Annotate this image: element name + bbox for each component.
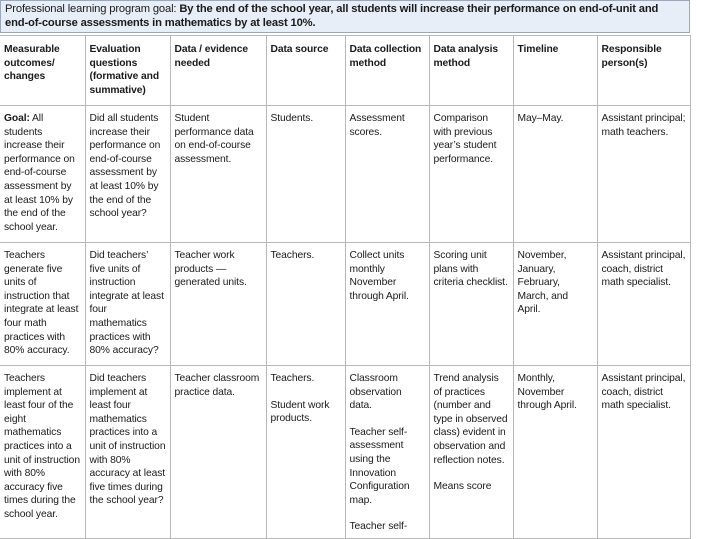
table-row bbox=[0, 106, 690, 243]
analysis-item: Means score bbox=[433, 481, 492, 493]
cell-outcome bbox=[0, 106, 85, 243]
goal-prefix: Goal: bbox=[4, 113, 30, 124]
cell-source: Students. bbox=[266, 106, 345, 243]
collection-item: Teacher self- bbox=[349, 521, 408, 533]
cell-analysis: Comparison with previous year’s student performance. bbox=[429, 106, 513, 243]
cell-analysis bbox=[429, 366, 513, 539]
cell-responsible: Assistant principal; math teachers. bbox=[597, 106, 690, 243]
cell-collection: Collect units monthly November through April. bbox=[345, 243, 429, 366]
table-row bbox=[0, 366, 690, 539]
header-outcomes: Measurable outcomes/ changes bbox=[0, 36, 85, 106]
evaluation-plan-table bbox=[0, 35, 691, 539]
cell-evidence: Teacher classroom practice data. bbox=[170, 366, 266, 539]
cell-timeline: November, January, February, March, and April. bbox=[513, 243, 597, 366]
source-item: Teachers. bbox=[270, 373, 315, 384]
source-item: Student work products. bbox=[270, 399, 330, 425]
cell-analysis: Scoring unit plans with criteria checklist. bbox=[429, 243, 513, 366]
cell-responsible: Assistant principal, coach, district math specialist. bbox=[597, 366, 690, 539]
header-responsible: Responsible person(s) bbox=[597, 36, 690, 106]
header-timeline: Timeline bbox=[513, 36, 597, 106]
cell-collection bbox=[345, 366, 429, 539]
program-goal-banner bbox=[0, 0, 690, 33]
header-data-evidence: Data / evidence needed bbox=[170, 36, 266, 106]
cell-evidence: Teacher work products — generated units. bbox=[170, 243, 266, 366]
cell-timeline: May–May. bbox=[513, 106, 597, 243]
header-evaluation-questions: Evaluation questions (formative and summative) bbox=[85, 36, 170, 106]
table-header-row bbox=[0, 36, 690, 106]
cell-outcome: Teachers generate five units of instruction that integrate at least four math practices with 80% accuracy. bbox=[0, 243, 85, 366]
cell-outcome: Teachers implement at least four of the eight mathematics practices into a unit of instruction with 80% accuracy five times during the school year. bbox=[0, 366, 85, 539]
cell-source: Teachers. bbox=[266, 243, 345, 366]
program-goal-label: Professional learning program goal: bbox=[5, 3, 180, 15]
cell-source bbox=[266, 366, 345, 539]
cell-responsible: Assistant principal, coach, district math specialist. bbox=[597, 243, 690, 366]
analysis-item: Trend analysis of practices (number and type in observed class) evident in observation and reflection notes. bbox=[433, 373, 508, 466]
outcome-text: All students increase their performance on end-of-course assessment by at least 10% by the end of the school year. bbox=[4, 113, 75, 233]
cell-timeline: Monthly, November through April. bbox=[513, 366, 597, 539]
cell-question: Did teachers’ five units of instruction integrate at least four mathematics practices with 80% accuracy? bbox=[85, 243, 170, 366]
collection-item: Teacher self-assessment using the Innovation Configuration map. bbox=[349, 426, 410, 506]
header-data-source: Data source bbox=[266, 36, 345, 106]
program-goal-text: By the end of the school year, all students will increase their performance on end-of-unit and end-of-course assessments in mathematics by at least 10%. bbox=[5, 3, 659, 29]
cell-evidence: Student performance data on end-of-course assessment. bbox=[170, 106, 266, 243]
cell-collection: Assessment scores. bbox=[345, 106, 429, 243]
table-row bbox=[0, 243, 690, 366]
header-collection-method: Data collection method bbox=[345, 36, 429, 106]
cell-question: Did teachers implement at least four mathematics practices into a unit of instruction with 80% accuracy at least five times during the school year? bbox=[85, 366, 170, 539]
collection-item: Classroom observation data. bbox=[349, 373, 402, 412]
cell-question: Did all students increase their performance on end-of-course assessment by at least 10% by the end of the school year? bbox=[85, 106, 170, 243]
header-analysis-method: Data analysis method bbox=[429, 36, 513, 106]
